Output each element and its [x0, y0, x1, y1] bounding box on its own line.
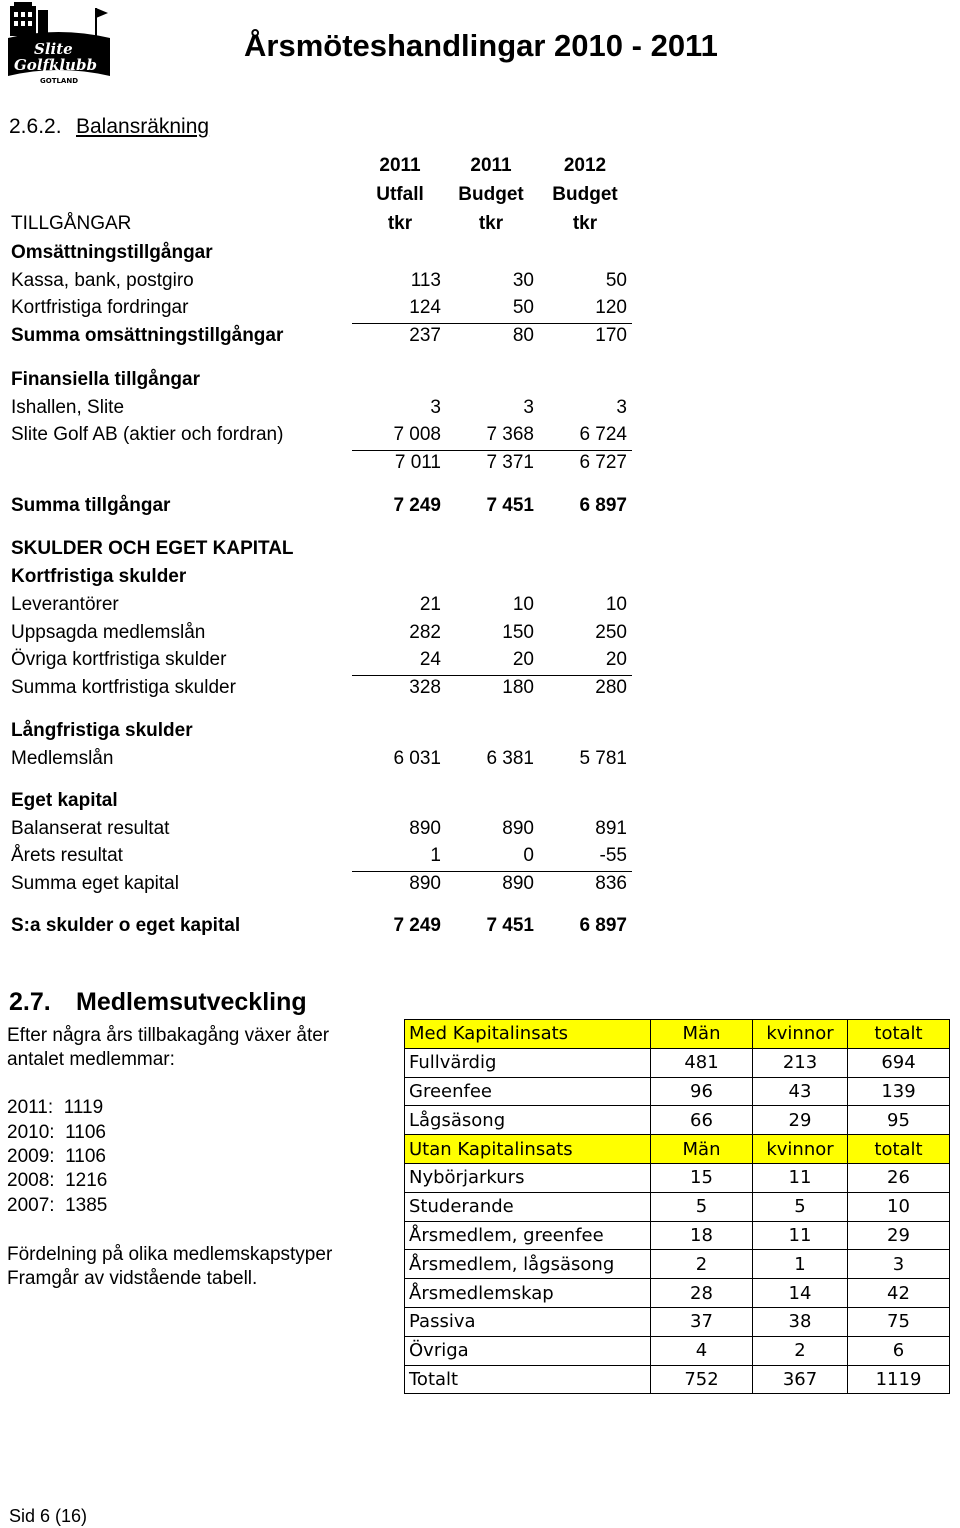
table-cell: 367 — [753, 1365, 848, 1394]
page-number: Sid 6 (16) — [9, 1506, 88, 1526]
value-2011-utfall: 3 — [430, 397, 441, 418]
table-cell: 139 — [848, 1077, 950, 1106]
table-row — [405, 1077, 950, 1106]
table-cell: Lågsäsong — [405, 1106, 651, 1135]
table-cell: 29 — [848, 1221, 950, 1250]
member-history-item — [7, 1170, 107, 1192]
table-cell: 3 — [848, 1250, 950, 1279]
table-cell: 1119 — [848, 1365, 950, 1394]
value-2011-utfall: 7 008 — [393, 424, 441, 445]
balance-sum-row — [0, 325, 960, 351]
value-2011-utfall: 328 — [409, 677, 441, 698]
row-label: Årets resultat — [11, 845, 123, 866]
sum-underline — [352, 323, 632, 324]
header-cell: Män — [651, 1135, 753, 1164]
table-cell: Fullvärdig — [405, 1048, 651, 1077]
col-kind: Utfall — [376, 184, 424, 205]
balance-row — [0, 270, 960, 296]
assets-header-row — [0, 213, 960, 239]
table-cell: Studerande — [405, 1192, 651, 1221]
column-header-years — [0, 155, 960, 181]
value-2012-budget: 891 — [595, 818, 627, 839]
value-2012-budget: 170 — [595, 325, 627, 346]
equity-heading — [0, 790, 960, 816]
table-cell: 28 — [651, 1279, 753, 1308]
table-cell: 75 — [848, 1307, 950, 1336]
table-cell: 1 — [753, 1250, 848, 1279]
col-unit: tkr — [572, 213, 598, 234]
row-label: Kortfristiga fordringar — [11, 297, 189, 318]
value-2012-budget: 6 724 — [579, 424, 627, 445]
balance-row — [0, 594, 960, 620]
membership-table — [404, 1019, 950, 1394]
member-history-item — [7, 1146, 106, 1168]
history-count: 1385 — [65, 1195, 108, 1216]
row-label: Slite Golf AB (aktier och fordran) — [11, 424, 284, 445]
balance-row — [0, 649, 960, 675]
table-row — [405, 1307, 950, 1336]
value-2011-utfall: 7 249 — [393, 915, 441, 936]
table-cell: 11 — [753, 1221, 848, 1250]
table-cell: 43 — [753, 1077, 848, 1106]
section-title: Balansräkning — [76, 115, 210, 138]
value-2011-budget: 3 — [523, 397, 534, 418]
header-cell: totalt — [848, 1135, 950, 1164]
heading-label: Långfristiga skulder — [11, 720, 193, 741]
table-cell: Passiva — [405, 1307, 651, 1336]
balance-sum-row — [0, 452, 960, 478]
col-kind: Budget — [552, 184, 618, 205]
intro-text: antalet medlemmar: — [7, 1049, 175, 1070]
short-term-heading — [0, 566, 960, 592]
value-2011-utfall: 890 — [409, 818, 441, 839]
table-cell: Övriga — [405, 1336, 651, 1365]
row-label: Summa eget kapital — [11, 873, 179, 894]
club-logo — [4, 2, 112, 86]
history-count: 1119 — [63, 1097, 104, 1118]
value-2011-budget: 180 — [502, 677, 534, 698]
table-cell: Greenfee — [405, 1077, 651, 1106]
value-2012-budget: 6 897 — [579, 495, 627, 516]
table-total-row — [405, 1365, 950, 1394]
value-2011-utfall: 113 — [410, 270, 441, 291]
value-2012-budget: 250 — [595, 622, 627, 643]
col-year: 2011 — [379, 155, 421, 176]
heading-label: Finansiella tillgångar — [11, 369, 200, 390]
row-label: Summa omsättningstillgångar — [11, 325, 284, 346]
value-2011-utfall: 124 — [409, 297, 441, 318]
balance-row — [0, 424, 960, 450]
current-assets-heading — [0, 242, 960, 268]
table-cell: 29 — [753, 1106, 848, 1135]
value-2011-utfall: 24 — [419, 649, 441, 670]
note-text: Framgår av vidstående tabell. — [7, 1268, 258, 1289]
balance-row — [0, 748, 960, 774]
logo-text-golfklubb: Golfklubb — [14, 56, 97, 74]
table-cell: 11 — [753, 1163, 848, 1192]
table-cell: Årsmedlem, lågsäsong — [405, 1250, 651, 1279]
logo-text-slite: Slite — [34, 40, 73, 58]
table-cell: 694 — [848, 1048, 950, 1077]
table-cell: 95 — [848, 1106, 950, 1135]
value-2011-budget: 150 — [502, 622, 534, 643]
value-2011-utfall: 237 — [409, 325, 441, 346]
balance-sum-row — [0, 873, 960, 899]
col-unit: tkr — [387, 213, 413, 234]
value-2011-budget: 7 451 — [486, 495, 534, 516]
table-cell: 96 — [651, 1077, 753, 1106]
section-title: Medlemsutveckling — [76, 988, 307, 1016]
table-cell: 15 — [651, 1163, 753, 1192]
value-2011-budget: 7 368 — [486, 424, 534, 445]
table-row — [405, 1106, 950, 1135]
section-number: 2.6.2. — [9, 115, 62, 138]
table-cell: Årsmedlem, greenfee — [405, 1221, 651, 1250]
value-2012-budget: 5 781 — [579, 748, 627, 769]
row-label: Summa kortfristiga skulder — [11, 677, 236, 698]
value-2011-budget: 10 — [512, 594, 534, 615]
row-label: Leverantörer — [11, 594, 119, 615]
column-header-kinds — [0, 184, 960, 210]
table-row — [405, 1192, 950, 1221]
table-row — [405, 1221, 950, 1250]
long-term-heading — [0, 720, 960, 746]
col-year: 2011 — [470, 155, 512, 176]
intro-text: Efter några års tillbakagång växer åter — [7, 1025, 330, 1046]
balance-row — [0, 397, 960, 423]
history-year: 2007: — [7, 1195, 55, 1216]
member-history-item — [7, 1195, 107, 1217]
value-2011-budget: 50 — [512, 297, 534, 318]
liabilities-heading — [0, 538, 960, 564]
table-cell: Totalt — [405, 1365, 651, 1394]
value-2011-budget: 890 — [502, 873, 534, 894]
heading-label: Omsättningstillgångar — [11, 242, 213, 263]
table-row — [405, 1279, 950, 1308]
value-2012-budget: 280 — [595, 677, 627, 698]
history-count: 1106 — [65, 1122, 106, 1143]
value-2012-budget: 50 — [605, 270, 627, 291]
table-cell: 4 — [651, 1336, 753, 1365]
table-row — [405, 1163, 950, 1192]
balance-row — [0, 622, 960, 648]
financial-assets-heading — [0, 369, 960, 395]
value-2011-budget: 890 — [502, 818, 534, 839]
table-cell: Årsmedlemskap — [405, 1279, 651, 1308]
table-cell: 2 — [651, 1250, 753, 1279]
value-2011-budget: 0 — [523, 845, 534, 866]
value-2012-budget: -55 — [599, 845, 627, 866]
value-2011-utfall: 7 011 — [394, 452, 441, 473]
col-year: 2012 — [563, 155, 607, 176]
header-cell: Utan Kapitalinsats — [405, 1135, 651, 1164]
member-history-item — [7, 1097, 103, 1119]
value-2012-budget: 10 — [605, 594, 627, 615]
history-year: 2011: — [7, 1097, 54, 1118]
table-cell: 213 — [753, 1048, 848, 1077]
grand-total-row — [0, 915, 960, 941]
balance-row — [0, 818, 960, 844]
table-cell: 6 — [848, 1336, 950, 1365]
table-cell: 37 — [651, 1307, 753, 1336]
table-header-row — [405, 1020, 950, 1049]
balance-row — [0, 297, 960, 323]
header-cell: kvinnor — [753, 1020, 848, 1049]
section-number: 2.7. — [9, 988, 51, 1016]
header-cell: totalt — [848, 1020, 950, 1049]
table-cell: 14 — [753, 1279, 848, 1308]
total-assets-row — [0, 495, 960, 521]
table-cell: 42 — [848, 1279, 950, 1308]
table-row — [405, 1336, 950, 1365]
header-cell: Med Kapitalinsats — [405, 1020, 651, 1049]
logo-text-gotland: GOTLAND — [40, 77, 79, 85]
row-label: Summa tillgångar — [11, 495, 171, 516]
col-unit: tkr — [478, 213, 504, 234]
table-cell: Nybörjarkurs — [405, 1163, 651, 1192]
row-label: Kassa, bank, postgiro — [11, 270, 194, 291]
value-2012-budget: 120 — [595, 297, 627, 318]
row-label: Övriga kortfristiga skulder — [11, 649, 227, 670]
row-label: Uppsagda medlemslån — [11, 622, 206, 643]
value-2011-utfall: 21 — [419, 594, 441, 615]
row-label: Medlemslån — [11, 748, 114, 769]
value-2011-budget: 6 381 — [486, 748, 534, 769]
table-cell: 481 — [651, 1048, 753, 1077]
value-2011-budget: 7 451 — [486, 915, 534, 936]
history-year: 2009: — [7, 1146, 55, 1167]
table-cell: 10 — [848, 1192, 950, 1221]
history-year: 2008: — [7, 1170, 55, 1191]
document-title: Årsmöteshandlingar 2010 - 2011 — [244, 28, 718, 63]
value-2011-utfall: 282 — [409, 622, 441, 643]
row-label: Ishallen, Slite — [11, 397, 125, 418]
value-2012-budget: 836 — [595, 873, 627, 894]
table-cell: 38 — [753, 1307, 848, 1336]
balance-row — [0, 845, 960, 871]
value-2012-budget: 6 727 — [579, 452, 627, 473]
value-2012-budget: 3 — [616, 397, 627, 418]
value-2011-utfall: 7 249 — [393, 495, 441, 516]
value-2012-budget: 6 897 — [579, 915, 627, 936]
table-cell: 66 — [651, 1106, 753, 1135]
heading-label: Kortfristiga skulder — [11, 566, 187, 587]
assets-heading: TILLGÅNGAR — [11, 213, 132, 234]
history-count: 1216 — [65, 1170, 108, 1191]
header-cell: kvinnor — [753, 1135, 848, 1164]
table-cell: 26 — [848, 1163, 950, 1192]
value-2011-budget: 30 — [512, 270, 534, 291]
sum-underline — [352, 871, 632, 872]
table-row — [405, 1250, 950, 1279]
table-header-row — [405, 1135, 950, 1164]
col-kind: Budget — [458, 184, 524, 205]
value-2012-budget: 20 — [605, 649, 627, 670]
note-text: Fördelning på olika medlemskapstyper — [7, 1244, 333, 1265]
table-cell: 2 — [753, 1336, 848, 1365]
heading-label: Eget kapital — [11, 790, 118, 811]
value-2011-utfall: 890 — [409, 873, 441, 894]
table-row — [405, 1048, 950, 1077]
sum-underline — [352, 450, 632, 451]
value-2011-utfall: 1 — [430, 845, 441, 866]
value-2011-budget: 7 371 — [486, 452, 534, 473]
history-year: 2010: — [7, 1122, 55, 1143]
history-count: 1106 — [65, 1146, 106, 1167]
table-cell: 5 — [651, 1192, 753, 1221]
value-2011-budget: 80 — [512, 325, 534, 346]
member-history-item — [7, 1122, 106, 1144]
heading-label: SKULDER OCH EGET KAPITAL — [11, 538, 294, 559]
table-cell: 752 — [651, 1365, 753, 1394]
row-label: S:a skulder o eget kapital — [11, 915, 241, 936]
table-cell: 5 — [753, 1192, 848, 1221]
header-cell: Män — [651, 1020, 753, 1049]
value-2011-utfall: 6 031 — [393, 748, 441, 769]
sum-underline — [352, 675, 632, 676]
table-cell: 18 — [651, 1221, 753, 1250]
value-2011-budget: 20 — [512, 649, 534, 670]
row-label: Balanserat resultat — [11, 818, 170, 839]
balance-sum-row — [0, 677, 960, 703]
